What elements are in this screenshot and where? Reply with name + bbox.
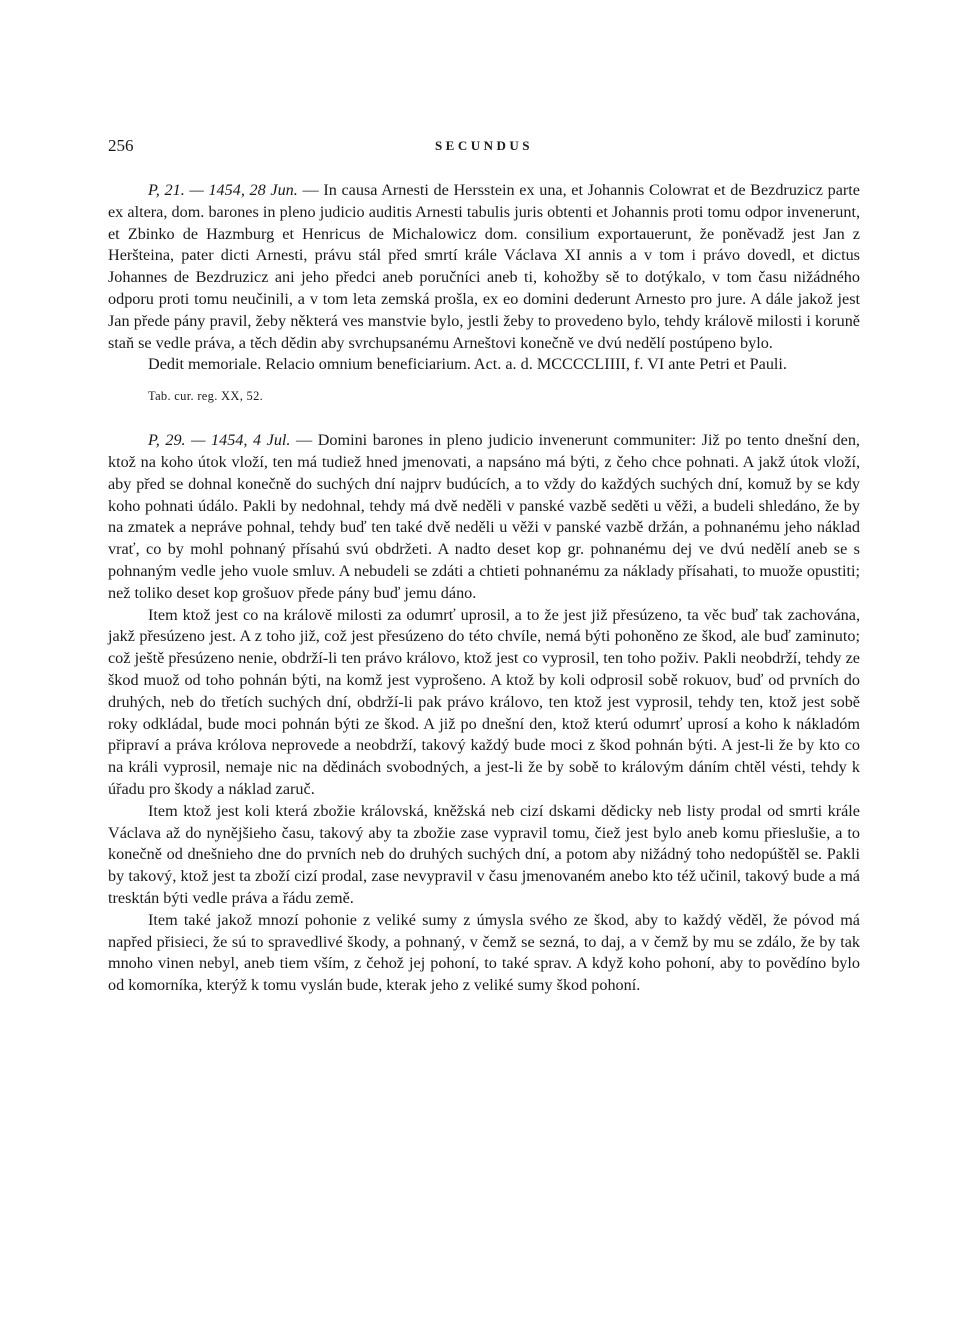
page-header xyxy=(108,136,860,160)
page-number: 256 xyxy=(108,136,134,155)
entry-paragraph: Item ktož jest co na královĕ milosti za odumrť uprosil, a to že jest již přesúzeno, ta věc buď tak zachována, jakž přesúzeno jest. A z toho již, což jest přesúzeno do této chvíle, nemá býti pohoněno ze škod, ale buď zaminuto; což ještě přesúzeno nenie, obdrží-li ten právo královo, ktož jest co vyprosil, ten toho poživ. Pakli neobdrží, tehdy ze škod muož od toho pohnán býti, na komž jest vyprošeno. A ktož by koli odprosil sobě rokuov, buď od prvních do druhých, neb do třetích suchých dní, obdrží-li pak právo královo, ten ktož jest vyprosil, tehdy ten, ktož jest sobě roky odkládal, bude moci pohnán býti ze škod. A již po dnešní den, ktož kterú odumrť uprosí a koho k nákladóm připraví a práva królova neprovede a neobdrží, takový každý bude moci z škod pohnán býti. A jest-li že by kto co na králi vyprosil, nemaje nic na dědinách svobodných, a jest-li že by sobě to královým dáním chtěl vésti, tehdy k úřadu pro škody a náklad zaruč. xyxy=(108,605,860,798)
entry-text: — Domini barones in pleno judicio invenerunt communiter: Již po tento dnešní den, ktož na koho útok vloží, ten má tudiež hned jmenovati, a napsáno má býti, z čeho chce pohnati. A jakž útok vloží, aby před se dohnal konečně do suchých dní najprv budúcích, a to vždy do každých suchých dní, komuž by se kdy koho pohnati údálo. Pakli by nedohnal, tehdy má dvě neděli v panské vazbě seděti u věži, a budeli shledáno, že by na zmatek a nepráve pohnal, tehdy buď ten také dvě neděli u věži v panské vazbě držán, a pohnanému jeho náklad vrať, co by mohl pohnaný přísahú svú obdržeti. A nadto deset kop gr. pohnanému dej ve dvú nedělí aneb se s pohnaným vedle jeho vuole smluv. A nebudeli se zdáti a chtieti pohnanému za náklady přísahati, to muože opustiti; než toliko deset kop grošuov přede pány buď jemu dáno. xyxy=(108,431,860,602)
entry-reference: P, 29. — 1454, 4 Jul. xyxy=(148,431,291,450)
entry-paragraph: Dedit memoriale. Relacio omnium beneficiarium. Act. a. d. MCCCCLIIII, f. VI ante Petri et Pauli. xyxy=(148,355,787,374)
entry-paragraph xyxy=(108,180,860,354)
entry-text: — In causa Arnesti de Hersstein ex una, et Johannis Colowrat et de Bezdruzicz parte ex altera, dom. barones in pleno judicio auditis Arnesti tabulis juris obtenti et Johannis proti tomu odpor invenerunt, et Zbinko de Hazmburg et Henricus de Michalowicz dom. consilium exportauerunt, že poněvadž jest Jan z Heršteina, pater dicti Arnesti, právu stál před smrtí krále Václava XI annis a v tom i právo dovedl, et dictus Johannes de Bezdruzicz ani jeho předci aneb poručníci aneb ti, kohožby sě to dotýkalo, v tom času nižádného odporu proti tomu neučinili, a v tom leta zemská prošla, ex eo domini dederunt Arnesto pro jure. A dále jakož jest Jan přede pány pravil, žeby některá ves manstvie bylo, jestli žeby to provedeno bylo, tehdy královĕ milosti i koruně staň se vedle práva, a těch dědin aby svrchupsanému Arneštovi konečně ve dvú nedělí postúpeno bylo. xyxy=(108,181,860,352)
entry-paragraph: Item také jakož mnozí pohonie z veliké sumy z úmysla svého ze škod, aby to každý věděl, že póvod má napřed přisieci, že sú to spravedlivé škody, a pohnaný, v čemž se sezná, to daj, a v čemž by mu se zdálo, že by tak mnoho vinen nebyl, aneb tiem vším, z čehož jej pohoní, to také sprav. A když koho pohoní, aby to povědíno bylo od komorníka, kterýž k tomu vyslán bude, kterak jeho z veliké sumy škod pohoní. xyxy=(108,910,860,995)
page-body xyxy=(108,180,860,997)
entry-paragraph xyxy=(108,430,860,604)
entry-paragraph: Item ktož jest koli která zbožie královská, kněžská neb cizí dskami dědicky neb listy prodal od smrti krále Václava až do nynějšieho času, takový aby ta zbožie zase vypravil tomu, čiež jest bylo aneb komu přieslušie, a to konečně od dnešnieho dne do prvních neb do druhých suchých dní, a potom aby nižádný toho nedopúštěl se. Pakli by takový, ktož jest ta zboží cizí prodal, zase nevypravil v času jmenovaném anebo kto též učinil, takový bude a má tresktán býti vedle práva a řádu země. xyxy=(108,801,860,907)
entry-reference: P, 21. — 1454, 28 Jun. xyxy=(148,181,298,199)
source-citation: Tab. cur. reg. XX, 52. xyxy=(148,389,264,404)
running-title: SECUNDUS xyxy=(434,138,534,153)
